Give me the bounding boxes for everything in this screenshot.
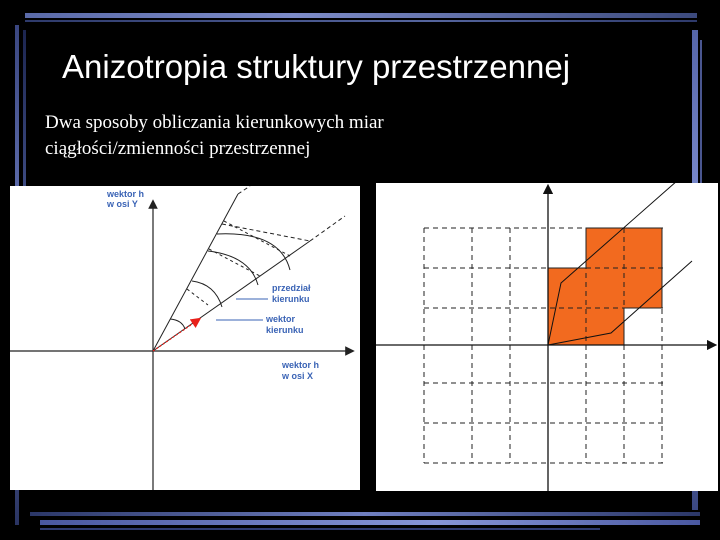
- decorative-bar-bottom-thin: [40, 528, 600, 530]
- vector-label-line-2: kierunku: [266, 325, 304, 335]
- decorative-bar-bottom: [30, 512, 700, 516]
- highlighted-cell: [586, 228, 624, 268]
- decorative-bar-bottom-thick: [40, 520, 700, 525]
- interval-label-line-1: przedział: [272, 283, 311, 293]
- lag-spoke-1: [187, 289, 208, 305]
- subtitle-line-1: Dwa sposoby obliczania kierunkowych miar: [45, 112, 384, 133]
- y-axis-label-line-1: wektor h: [107, 189, 145, 199]
- slide-subtitle: [45, 110, 605, 162]
- directional-tolerance-diagram: [10, 186, 360, 490]
- x-axis-label-line-2: w osi X: [282, 371, 314, 381]
- highlighted-cells: [548, 228, 662, 345]
- highlighted-cell: [548, 268, 586, 308]
- highlighted-cell: [624, 228, 662, 268]
- x-axis-label-line-1: wektor h: [282, 360, 320, 370]
- lag-arc-3: [217, 234, 290, 270]
- interval-label-line-2: kierunku: [272, 294, 310, 304]
- directional-tolerance-svg: [10, 186, 360, 490]
- lag-arc-4: [170, 319, 185, 329]
- subtitle-line-2: ciągłości/zmienności przestrzennej: [45, 138, 311, 159]
- bandwidth-line-1: [238, 186, 250, 194]
- lag-arc-2: [208, 251, 258, 285]
- decorative-bar-top: [25, 13, 697, 18]
- bandwidth-line-2: [310, 216, 345, 241]
- cone-upper-bound: [153, 194, 238, 351]
- y-axis-label-line-2: w osi Y: [107, 199, 138, 209]
- vector-label-line-1: wektor: [266, 314, 296, 324]
- directional-grid-diagram: [376, 183, 718, 491]
- directional-grid-svg: [376, 183, 718, 491]
- highlighted-cell: [548, 308, 586, 345]
- highlighted-cell: [586, 268, 624, 308]
- decorative-bar-top-thin: [25, 20, 697, 22]
- lag-arc-1: [192, 281, 222, 307]
- highlighted-cell: [624, 268, 662, 308]
- slide-title: Anizotropia struktury przestrzennej: [62, 48, 571, 85]
